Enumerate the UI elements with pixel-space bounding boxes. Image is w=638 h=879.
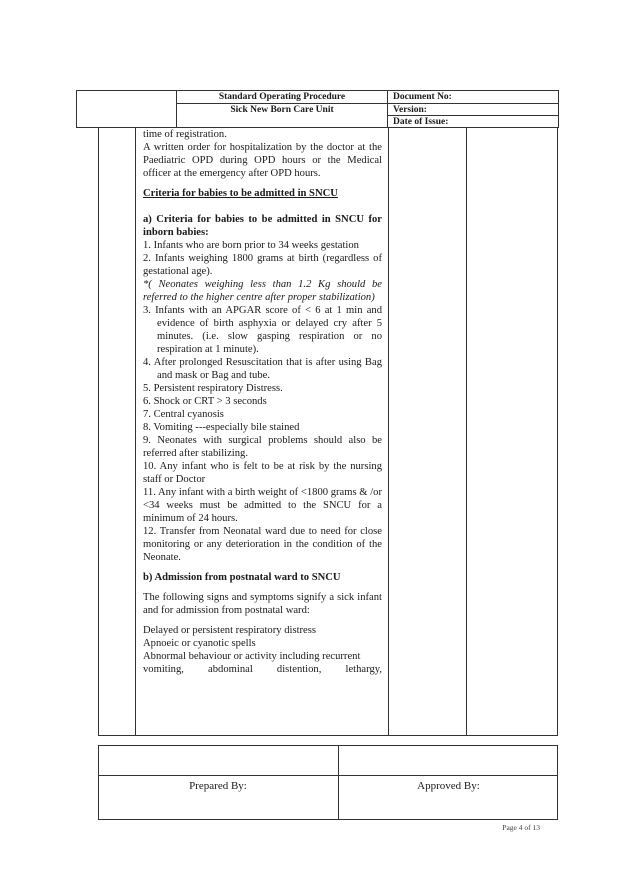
symptom-item: Abnormal behaviour or activity including recurrent bbox=[143, 651, 361, 662]
section-b-intro: The following signs and symptoms signify a sick infant and for admission from postnatal ward: bbox=[143, 592, 382, 616]
criteria-item: 7. Central cyanosis bbox=[143, 409, 224, 420]
document-no-label: Document No: bbox=[393, 92, 452, 102]
criteria-item: 6. Shock or CRT > 3 seconds bbox=[143, 396, 267, 407]
criteria-item: 9. Neonates with surgical problems should also be referred after stabilizing. bbox=[143, 435, 382, 459]
symptom-item: vomiting, abdominal distention, lethargy, bbox=[143, 664, 382, 675]
section-a-heading: a) Criteria for babies to be admitted in SNCU for inborn babies: bbox=[143, 214, 382, 238]
criteria-item: 2. Infants weighing 1800 grams at birth (regardless of gestational age). bbox=[143, 253, 382, 277]
section-b-heading: b) Admission from postnatal ward to SNCU bbox=[143, 572, 341, 583]
criteria-item: 8. Vomiting ---especially bile stained bbox=[143, 422, 300, 433]
registration-text: time of registration. bbox=[143, 129, 227, 140]
criteria-item: 12. Transfer from Neonatal ward due to need for close monitoring or any deterioration in the condition of the Neonate. bbox=[143, 526, 382, 563]
weight-note: *( Neonates weighing less than 1.2 Kg should be referred to the higher centre after proper stabilization) bbox=[143, 279, 382, 303]
version-label: Version: bbox=[393, 105, 427, 115]
procedure-content bbox=[143, 128, 382, 676]
column-divider bbox=[466, 128, 467, 736]
page-number: Page 4 of 13 bbox=[502, 823, 540, 832]
criteria-item: 1. Infants who are born prior to 34 weeks gestation bbox=[143, 240, 359, 251]
criteria-item: 5. Persistent respiratory Distress. bbox=[143, 383, 283, 394]
symptom-item: Delayed or persistent respiratory distress bbox=[143, 625, 316, 636]
written-order-paragraph: A written order for hospitalization by the doctor at the Paediatric OPD during OPD hours or the Medical officer at the emergency after OPD hours. bbox=[143, 142, 382, 179]
sop-title: Standard Operating Procedure bbox=[218, 92, 346, 102]
approved-by-label: Approved By: bbox=[417, 780, 480, 792]
criteria-item: 11. Any infant with a birth weight of <1800 grams & /or <34 weeks must be admitted to the SNCU for a minimum of 24 hours. bbox=[143, 487, 382, 524]
signature-divider bbox=[98, 775, 558, 776]
column-divider bbox=[388, 128, 389, 736]
column-divider bbox=[135, 128, 136, 736]
unit-name: Sick New Born Care Unit bbox=[230, 105, 334, 115]
symptom-item: Apnoeic or cyanotic spells bbox=[143, 638, 256, 649]
date-of-issue-label: Date of Issue: bbox=[393, 117, 449, 127]
criteria-heading: Criteria for babies to be admitted in SNCU bbox=[143, 188, 338, 199]
criteria-item: 3. Infants with an APGAR score of < 6 at 1 min and evidence of birth asphyxia or delayed cry after 5 minutes. (i.e. slow gasping respiration or no respiration at 1 minute). bbox=[143, 305, 382, 355]
criteria-item: 10. Any infant who is felt to be at risk by the nursing staff or Doctor bbox=[143, 461, 382, 485]
criteria-item: 4. After prolonged Resuscitation that is after using Bag and mask or Bag and tube. bbox=[143, 357, 382, 381]
prepared-by-label: Prepared By: bbox=[189, 780, 247, 792]
